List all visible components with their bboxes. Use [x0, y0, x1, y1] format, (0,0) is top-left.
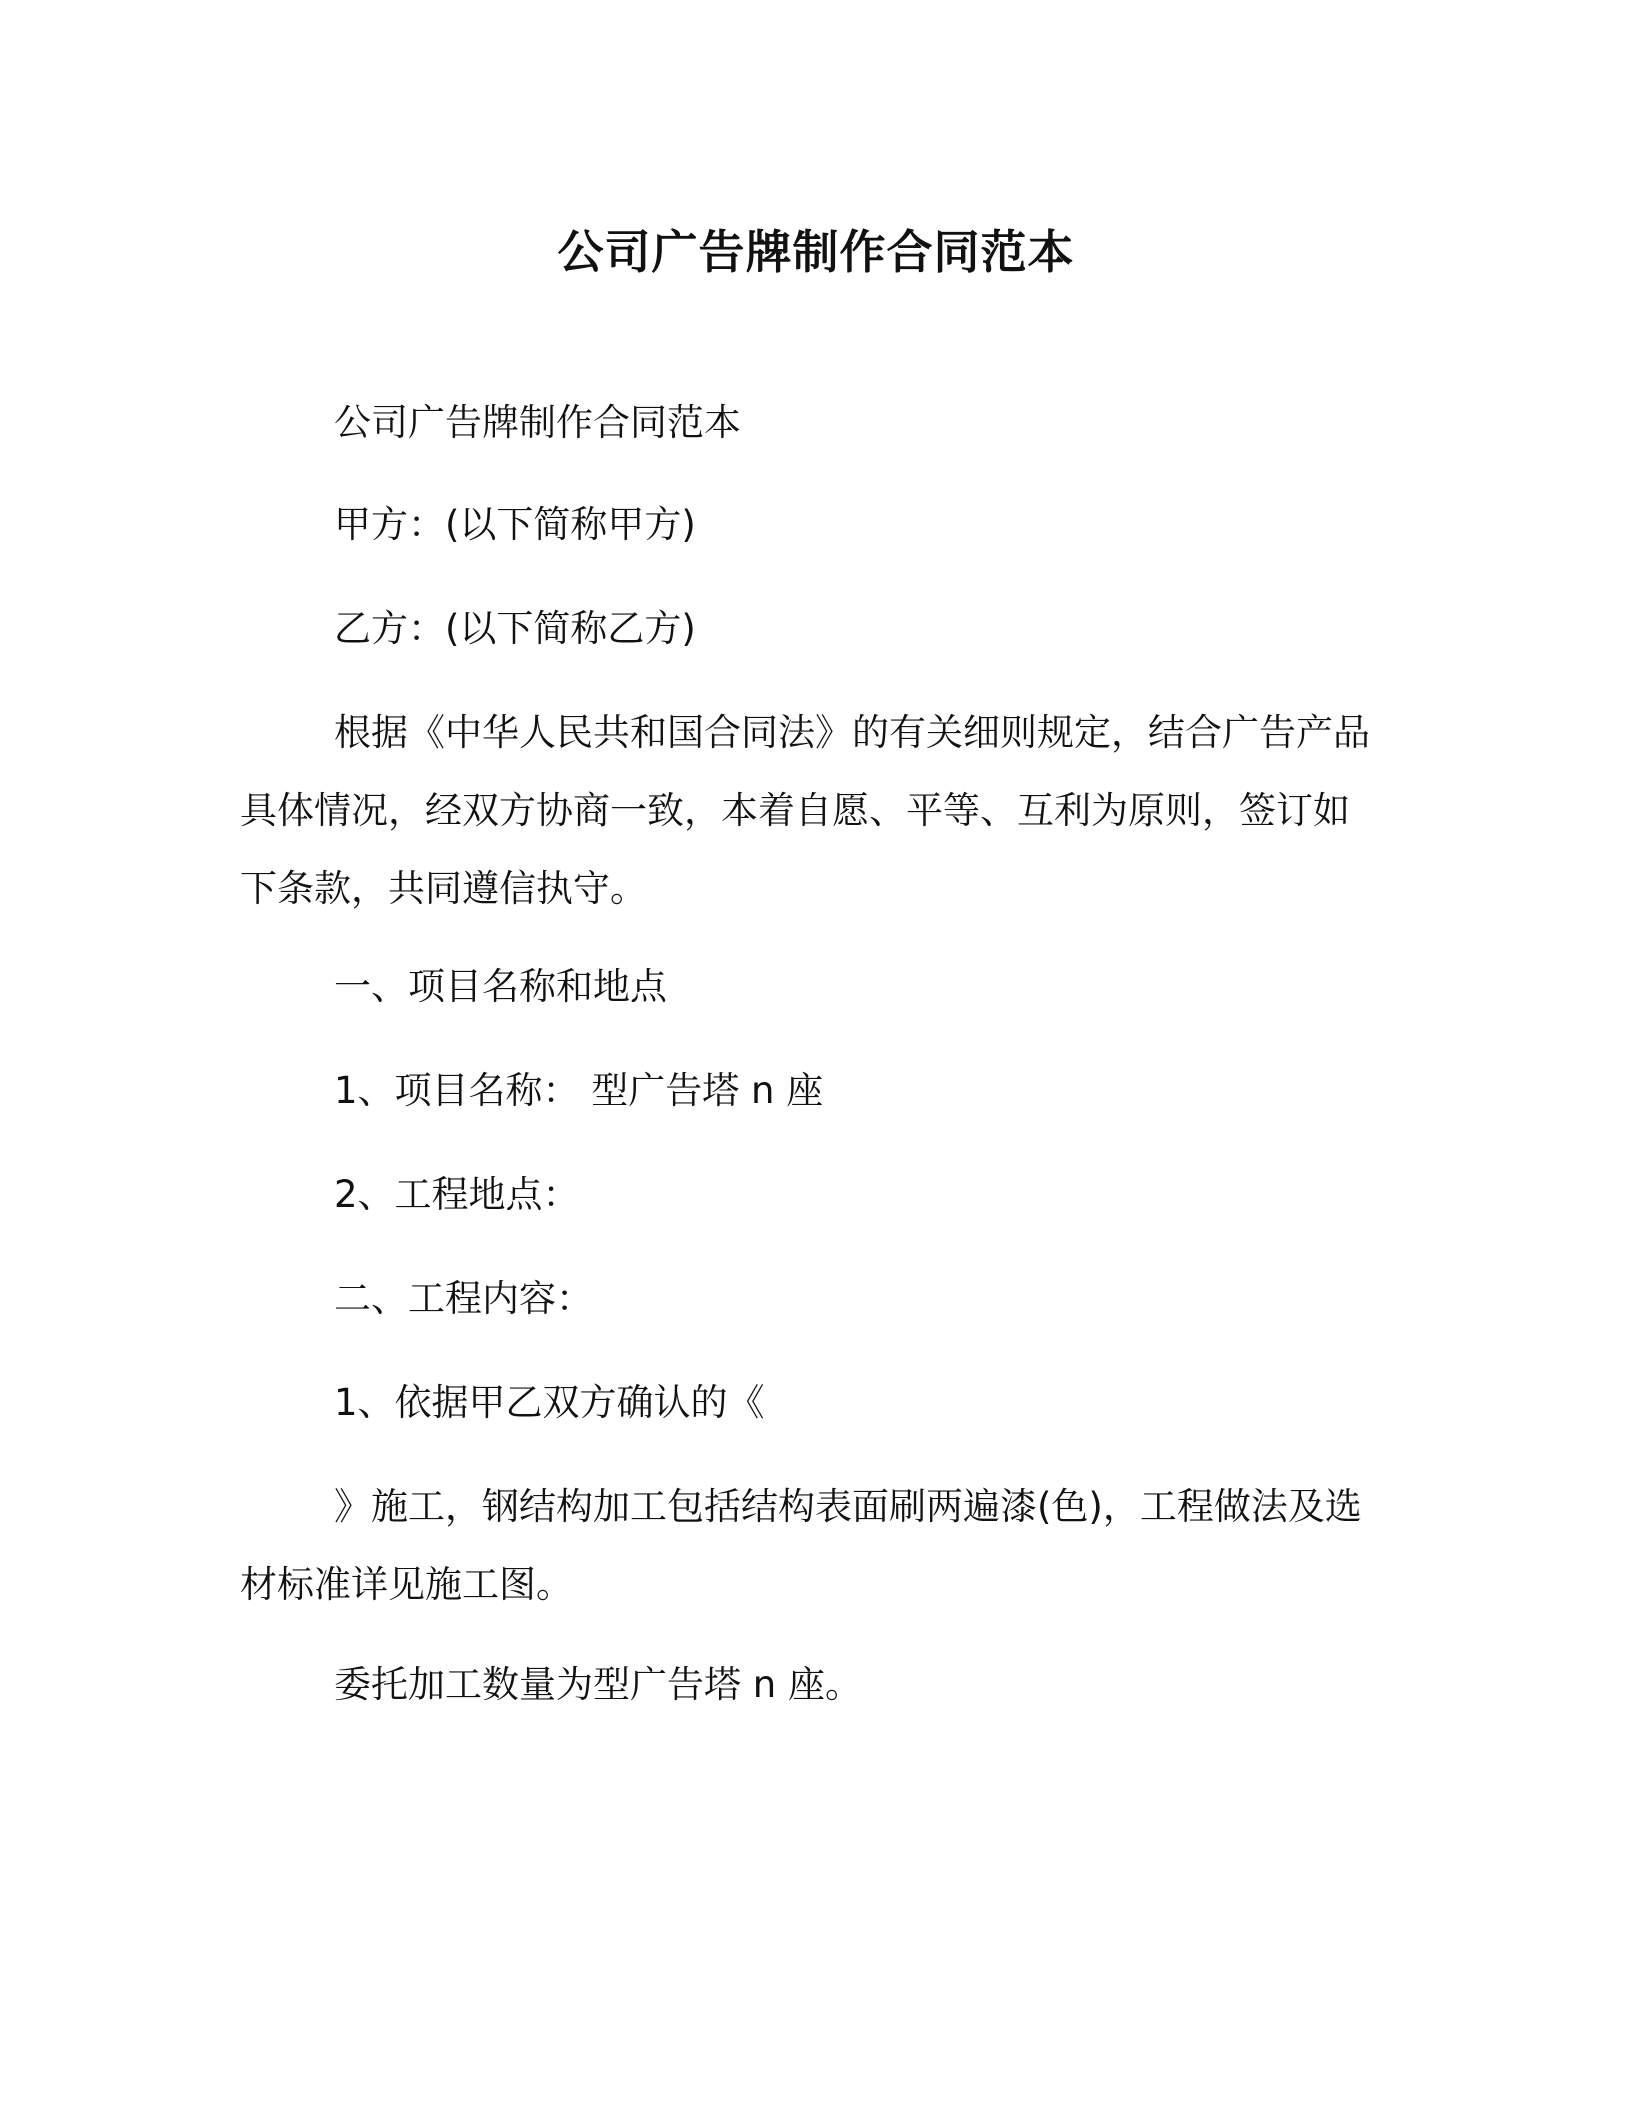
party-b-line: 乙方：(以下简称乙方)	[334, 607, 696, 650]
document-subtitle: 公司广告牌制作合同范本	[334, 401, 741, 444]
section-2-item-1-continuation: 》施工，钢结构加工包括结构表面刷两遍漆(色)，工程做法及选材标准详见施工图。	[240, 1485, 1362, 1606]
section-2-item-1: 1、依据甲乙双方确认的《	[334, 1381, 765, 1424]
document-title: 公司广告牌制作合同范本	[557, 225, 1075, 279]
party-a-line: 甲方：(以下简称甲方)	[334, 503, 696, 546]
section-2-quantity-line: 委托加工数量为型广告塔 n 座。	[334, 1663, 862, 1706]
section-1-item-2: 2、工程地点：	[334, 1173, 580, 1216]
preamble-paragraph: 根据《中华人民共和国合同法》的有关细则规定，结合广告产品具体情况，经双方协商一致，本着自愿、平等、互利为原则，签订如下条款，共同遵信执守。	[240, 711, 1370, 910]
section-2-heading: 二、工程内容：	[334, 1277, 593, 1320]
section-1-heading: 一、项目名称和地点	[334, 965, 667, 1008]
section-1-item-1: 1、项目名称： 型广告塔 n 座	[334, 1069, 824, 1112]
